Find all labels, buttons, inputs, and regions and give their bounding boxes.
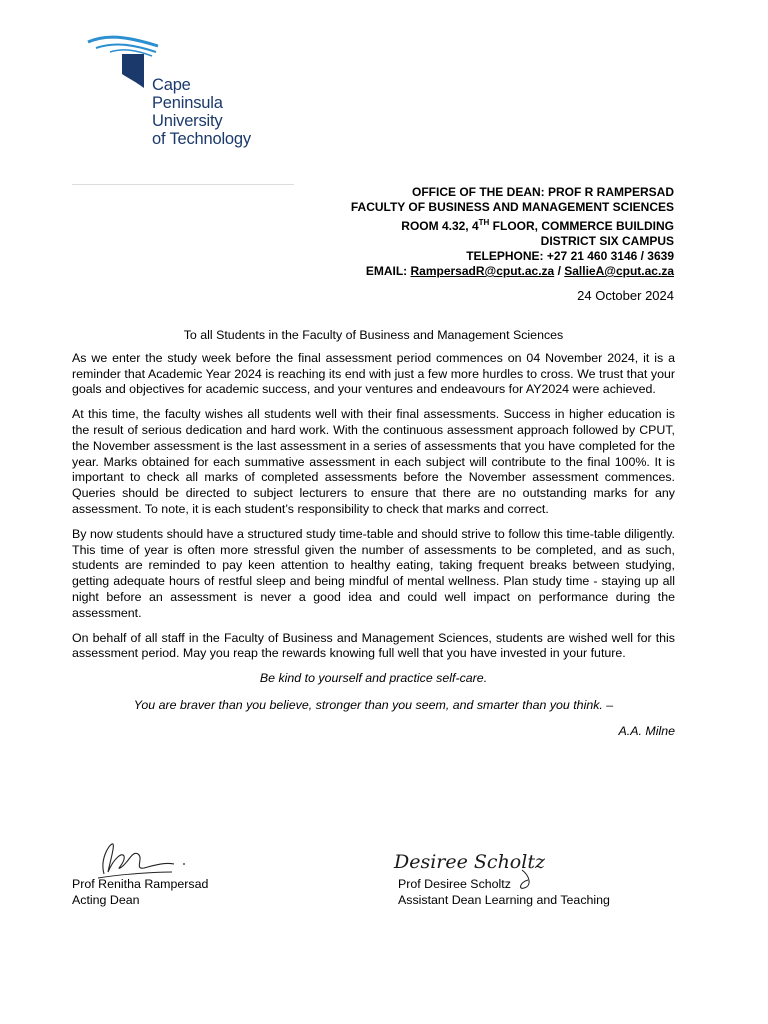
quote-author: A.A. Milne <box>618 723 675 738</box>
email-label: EMAIL: <box>365 264 411 278</box>
signatory-left <box>72 877 208 909</box>
signatory-title: Acting Dean <box>72 892 140 907</box>
signature-rampersad <box>94 838 189 880</box>
room-sup: TH <box>478 218 490 227</box>
email-link-rampersad[interactable]: RampersadR@cput.ac.za <box>410 264 555 278</box>
logo-line: Peninsula <box>152 94 223 112</box>
campus-line: DISTRICT SIX CAMPUS <box>540 234 674 248</box>
paragraph: By now students should have a structured study time-table and should strive to follow this time-table diligently. This time of year is often more stressful given the number of assessments to be completed, and as such, students are reminded to pay keen attention to healthy eating, taking frequent breaks between studying, getting adequate hours of restful sleep and being mindful of mental wellness. Plan study time - staying up all night before an assessment is never a good idea and could well impact on performance during the assessment. <box>72 526 675 620</box>
closing-line: Be kind to yourself and practice self-care. <box>259 671 488 686</box>
letter-body <box>72 328 675 740</box>
closing-quote: You are braver than you believe, stronger than you seem, and smarter than you think. – <box>133 697 614 712</box>
office-address-block <box>351 185 674 279</box>
room-line <box>351 215 674 234</box>
signature-text: Desiree Scholtz <box>394 851 545 873</box>
signatory-title: Assistant Dean Learning and Teaching <box>398 892 610 907</box>
logo-line: Cape <box>152 76 191 94</box>
university-logo <box>86 34 276 149</box>
signatory-name: Prof Desiree Scholtz <box>398 877 511 891</box>
logo-line: of Technology <box>152 130 251 148</box>
signatory-name: Prof Renitha Rampersad <box>72 877 209 891</box>
room-text-post: FLOOR, COMMERCE BUILDING <box>489 219 674 233</box>
salutation: To all Students in the Faculty of Business and Management Sciences <box>183 328 564 342</box>
telephone-line: TELEPHONE: +27 21 460 3146 / 3639 <box>466 249 674 263</box>
email-link-sallie[interactable]: SallieA@cput.ac.za <box>564 264 674 278</box>
logo-wordmark <box>152 76 251 148</box>
paragraph: At this time, the faculty wishes all students well with their final assessments. Success in higher education is the result of serious dedication and hard work. With the continuous assessment approach followed by CPUT, the November assessment is the last assessment in a series of assessments that you have completed for the year. Marks obtained for each summative assessment in each subject will contribute to the final 100%. It is important to check all marks of completed assessments before the November assessment commences. Queries should be directed to subject lecturers to ensure that there are no outstanding marks for any assessment. To note, it is each student’s responsibility to check that marks and correct. <box>72 407 675 516</box>
header-divider <box>72 184 294 185</box>
signatory-right <box>398 877 610 909</box>
faculty-name: FACULTY OF BUSINESS AND MANAGEMENT SCIENCES <box>350 200 674 214</box>
letter-date: 24 October 2024 <box>577 288 674 303</box>
room-text: ROOM 4.32, 4 <box>401 219 479 233</box>
email-line <box>351 264 674 279</box>
office-title: OFFICE OF THE DEAN: PROF R RAMPERSAD <box>411 185 674 199</box>
email-separator: / <box>554 264 565 278</box>
logo-line: University <box>152 112 223 130</box>
paragraph: As we enter the study week before the final assessment period commences on 04 November 2024, it is a reminder that Academic Year 2024 is reaching its end with just a few more hurdles to cross. We trust that your goals and objectives for academic success, and your ventures and endeavours for AY2024 were achieved. <box>72 350 675 397</box>
paragraph: On behalf of all staff in the Faculty of Business and Management Sciences, students are wished well for this assessment period. May you reap the rewards knowing full well that you have invested in your future. <box>72 630 675 661</box>
